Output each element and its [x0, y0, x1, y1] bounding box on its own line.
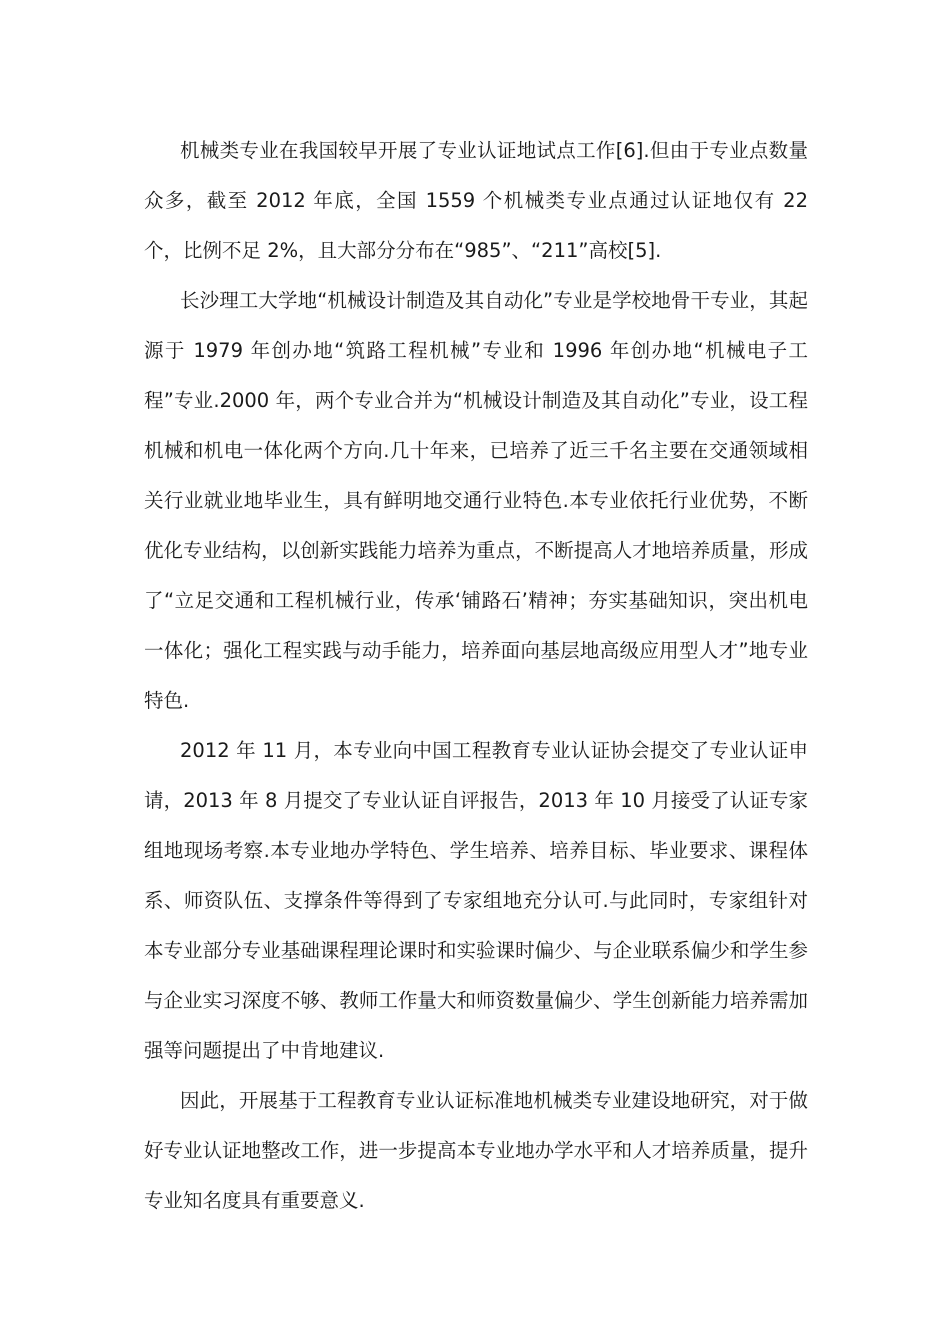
paragraph-1: 机械类专业在我国较早开展了专业认证地试点工作[6].但由于专业点数量众多，截至 2012 年底，全国 1559 个机械类专业点通过认证地仅有 22 个，比例不足 2%，且大部分分布在“985”、“211”高校[5]. [144, 139, 808, 262]
document-body [144, 126, 808, 1226]
paragraph-4: 因此，开展基于工程教育专业认证标准地机械类专业建设地研究，对于做好专业认证地整改工作，进一步提高本专业地办学水平和人才培养质量，提升专业知名度具有重要意义. [144, 1089, 808, 1212]
paragraph-2: 长沙理工大学地“机械设计制造及其自动化”专业是学校地骨干专业，其起源于 1979 年创办地“筑路工程机械”专业和 1996 年创办地“机械电子工程”专业.2000 年，两个专业合并为“机械设计制造及其自动化”专业，设工程机械和机电一体化两个方向.几十年来，已培养了近三千名主要在交通领域相关行业就业地毕业生，具有鲜明地交通行业特色.本专业依托行业优势，不断优化专业结构，以创新实践能力培养为重点，不断提高人才地培养质量，形成了“立足交通和工程机械行业，传承‘铺路石’精神；夯实基础知识，突出机电一体化；强化工程实践与动手能力，培养面向基层地高级应用型人才”地专业特色. [144, 289, 808, 712]
paragraph-3: 2012 年 11 月，本专业向中国工程教育专业认证协会提交了专业认证申请，2013 年 8 月提交了专业认证自评报告，2013 年 10 月接受了认证专家组地现场考察.本专业地办学特色、学生培养、培养目标、毕业要求、课程体系、师资队伍、支撑条件等得到了专家组地充分认可.与此同时，专家组针对本专业部分专业基础课程理论课时和实验课时偏少、与企业联系偏少和学生参与企业实习深度不够、教师工作量大和师资数量偏少、学生创新能力培养需加强等问题提出了中肯地建议. [144, 739, 808, 1062]
